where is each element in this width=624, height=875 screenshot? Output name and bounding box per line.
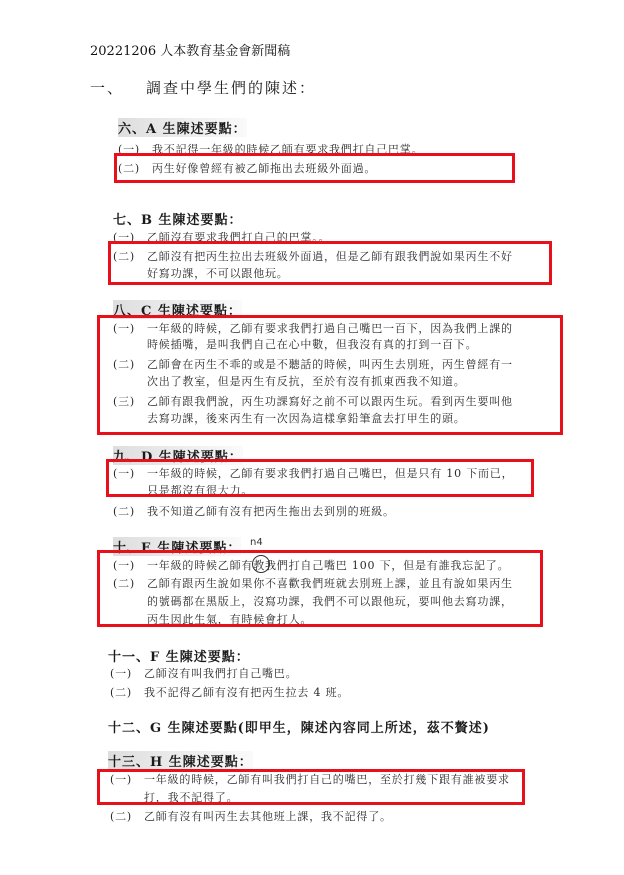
item-text: 一年級的時候，乙師有要求我們打過自己嘴巴，但是只有 10 下而已， — [147, 467, 514, 480]
item-text: 丙生好像曾經有被乙師拖出去班級外面過。 — [152, 162, 377, 175]
handwritten-annotation: n4 — [250, 537, 263, 548]
group-head-b: 七、B 生陳述要點： — [113, 213, 243, 228]
item-mark: (一) — [110, 773, 132, 786]
group-d-item-1-cont: 只是都沒有很大力。 — [147, 484, 254, 497]
highlight-box-h1 — [97, 769, 525, 805]
highlight-box-c — [97, 315, 563, 435]
item-text: 一年級的時候，乙師有要求我們打過自己嘴巴一百下，因為我們上課的 — [147, 322, 513, 335]
group-head-h: 十三、H 生陳述要點： — [108, 751, 253, 770]
item-text: 乙師有跟丙生說如果你不喜歡我們班就去別班上課，並且有說如果丙生 — [147, 577, 513, 590]
group-head-a: 六、A 生陳述要點： — [118, 118, 247, 137]
group-head-c: 八、C 生陳述要點： — [113, 300, 242, 319]
item-mark: (一) — [113, 467, 135, 480]
item-text: 乙師有沒有叫丙生去其他班上課，我不記得了。 — [144, 810, 392, 823]
group-c-item-3-cont: 去寫功課，後來丙生有一次因為這樣拿鉛筆盒去打甲生的頭。 — [147, 412, 466, 425]
item-text: 乙師沒有把丙生拉出去班級外面過，但是乙師有跟我們說如果丙生不好 — [147, 250, 513, 263]
item-text: 我不記得乙師有沒有把丙生拉去 4 班。 — [144, 686, 350, 699]
item-mark: (一) — [110, 667, 132, 680]
item-mark: (二) — [113, 505, 135, 518]
item-text: 乙師會在丙生不乖的或是不聽話的時候，叫丙生去別班，丙生曾經有一 — [147, 358, 513, 371]
group-head-e: 十、E 生陳述要點： — [113, 537, 241, 556]
document-header: 20221206 人本教育基金會新聞稿 — [90, 44, 291, 59]
group-b-item-2-cont: 好寫功課，不可以跟他玩。 — [147, 267, 289, 280]
group-h-item-1-cont: 打，我不記得了。 — [144, 791, 239, 804]
section-title-text: 調查中學生們的陳述： — [146, 79, 317, 97]
group-h-item-2 — [110, 808, 392, 824]
item-text: 我不知道乙師有沒有把丙生拖出去到別的班級。 — [147, 505, 395, 518]
item-mark: (二) — [113, 358, 135, 371]
highlight-box-e — [97, 550, 543, 627]
highlight-box-a2 — [114, 153, 515, 183]
group-head-g: 十二、G 生陳述要點(即甲生，陳述內容同上所述，茲不贅述) — [108, 721, 490, 736]
item-text: 一年級的時候，乙師有叫我們打自己的嘴巴，至於打幾下跟有誰被要求 — [144, 773, 510, 786]
group-d-item-2 — [113, 503, 395, 519]
item-mark: (二) — [110, 686, 132, 699]
item-mark: (一) — [113, 231, 135, 244]
item-mark: (二) — [113, 577, 135, 590]
group-c-item-1-cont: 時候插嘴，是叫我們自己在心中數，但我沒有真的打到一百下。 — [147, 338, 478, 351]
group-f-item-1 — [110, 665, 297, 681]
item-text: 我不記得一年級的時候乙師有要求我們打自己巴掌。 — [152, 143, 424, 156]
highlight-box-d1 — [106, 459, 534, 497]
group-head-d: 九、D 生陳述要點： — [113, 446, 243, 465]
group-e-item-2-cont-2: 丙生因此生氣，有時候會打人。 — [147, 613, 313, 626]
item-mark: (一) — [118, 143, 140, 156]
section-title — [90, 77, 316, 98]
group-head-f: 十一、F 生陳述要點： — [108, 650, 250, 665]
group-f-item-2 — [110, 684, 349, 700]
item-mark: (二) — [118, 162, 140, 175]
group-e-item-2-cont-1: 的號碼都在黑版上，沒寫功課，我們不可以跟他玩，要叫他去寫功課， — [147, 595, 513, 608]
section-number: 一、 — [90, 79, 125, 97]
item-text: 一年級的時候乙師有教我們打自己嘴巴 100 下，但是有誰我忘記了。 — [147, 559, 510, 572]
highlight-box-b2 — [108, 241, 552, 285]
item-mark: (二) — [110, 810, 132, 823]
item-text: 乙師沒有叫我們打自己嘴巴。 — [144, 667, 298, 680]
item-mark: (二) — [113, 250, 135, 263]
item-mark: (一) — [113, 322, 135, 335]
item-text: 乙師沒有要求我們打自己的巴掌。。 — [147, 231, 331, 244]
item-text: 乙師有跟我們說，丙生功課寫好之前不可以跟丙生玩。看到丙生要叫他 — [147, 395, 513, 408]
item-mark: (一) — [113, 559, 135, 572]
item-mark: (三) — [113, 395, 135, 408]
group-c-item-2-cont: 次出了教室，但是丙生有反抗，至於有沒有抓東西我不知道。 — [147, 375, 466, 388]
